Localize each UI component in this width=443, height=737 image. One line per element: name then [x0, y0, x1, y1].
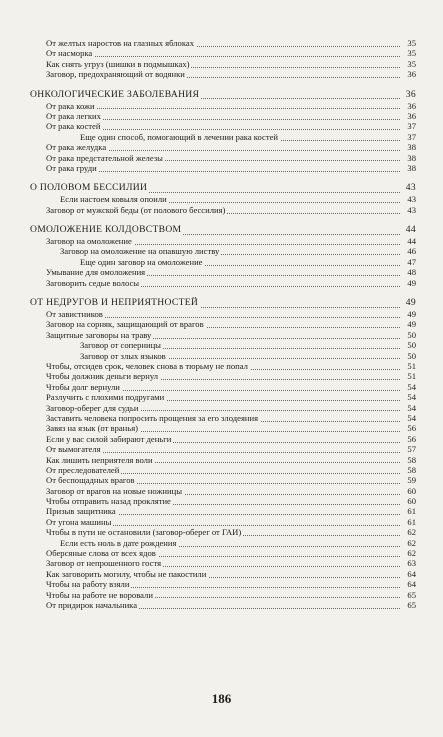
- toc-entry-page: 38: [400, 163, 416, 173]
- toc-entry: [30, 538, 416, 548]
- toc-entry-title: От завистников: [46, 309, 103, 320]
- toc-entry-title: ОМОЛОЖЕНИЕ КОЛДОВСТВОМ: [30, 224, 182, 236]
- toc-entry-page: 51: [400, 361, 416, 371]
- toc-entry-page: 65: [400, 590, 416, 600]
- toc-entry: [30, 330, 416, 340]
- toc-entry-page: 36: [400, 101, 416, 111]
- toc-entry-title: От угона машины: [46, 516, 112, 527]
- toc-entry: [30, 236, 416, 246]
- toc-entry-page: 38: [400, 153, 416, 163]
- toc-entry-title: Чтобы должник деньги вернул: [46, 371, 159, 382]
- toc-entry-page: 49: [400, 319, 416, 329]
- toc-entry-title: Заговор от злых языков: [80, 350, 166, 361]
- toc-entry: [30, 361, 416, 371]
- toc-entry-page: 58: [400, 455, 416, 465]
- toc-entry: [30, 465, 416, 475]
- toc-entry-title: Как лишить неприятеля воли: [46, 454, 153, 465]
- toc-entry-page: 54: [400, 413, 416, 423]
- toc-entry-page: 49: [400, 278, 416, 288]
- toc-entry-title: Завяз на язык (от вранья): [46, 423, 139, 434]
- toc-entry-title: От преследователей: [46, 464, 120, 475]
- toc-entry-title: О ПОЛОВОМ БЕССИЛИИ: [30, 182, 148, 194]
- toc-entry-title: Если у вас силой забирают деньги: [46, 433, 172, 444]
- toc-entry-title: Заговор от непрошенного гостя: [46, 558, 162, 569]
- toc-entry-page: 62: [400, 527, 416, 537]
- toc-entry: [30, 194, 416, 204]
- toc-section-heading: [30, 89, 416, 101]
- toc-entry-title: От вымогателя: [46, 444, 101, 455]
- toc-entry-page: 62: [400, 548, 416, 558]
- toc-entry-title: Заговор на омоложение на опавшую листву: [60, 246, 220, 257]
- toc-entry: [30, 48, 416, 58]
- toc-entry: [30, 527, 416, 537]
- toc-entry-page: 56: [400, 434, 416, 444]
- toc-entry-title: Заговор на омоложение: [46, 236, 132, 247]
- toc-entry-page: 54: [400, 382, 416, 392]
- table-of-contents: [30, 38, 416, 610]
- toc-entry-title: От беспощадных врагов: [46, 475, 135, 486]
- toc-entry: [30, 579, 416, 589]
- toc-entry-page: 36: [400, 111, 416, 121]
- dot-leader: [46, 56, 416, 57]
- toc-entry-page: 62: [400, 538, 416, 548]
- toc-entry-title: ОТ НЕДРУГОВ И НЕПРИЯТНОСТЕЙ: [30, 297, 199, 309]
- toc-entry-page: 35: [400, 48, 416, 58]
- dot-leader: [46, 108, 416, 109]
- toc-entry-title: ОНКОЛОГИЧЕСКИЕ ЗАБОЛЕВАНИЯ: [30, 88, 200, 100]
- toc-entry-page: 49: [400, 297, 416, 309]
- toc-entry-title: Как заговорить могилу, чтобы не пакостили: [46, 568, 207, 579]
- toc-entry-title: Чтобы в пути не остановили (заговор-оберег от ГАИ): [46, 527, 242, 538]
- toc-entry-title: Разлучить с плохими подругами: [46, 392, 165, 403]
- toc-entry-page: 35: [400, 38, 416, 48]
- toc-entry-page: 43: [400, 194, 416, 204]
- toc-entry-title: Заговор от мужской беды (от полового бессилия): [46, 204, 226, 215]
- toc-entry: [30, 371, 416, 381]
- toc-entry: [30, 382, 416, 392]
- toc-entry: [30, 101, 416, 111]
- toc-entry-title: От рака кожи: [46, 100, 95, 111]
- toc-entry-page: 43: [400, 182, 416, 194]
- toc-entry: [30, 340, 416, 350]
- toc-entry: [30, 506, 416, 516]
- toc-entry-title: Заставить человека попросить прощения за его злодеяния: [46, 412, 259, 423]
- toc-entry-page: 61: [400, 517, 416, 527]
- toc-entry-page: 60: [400, 496, 416, 506]
- toc-entry: [30, 309, 416, 319]
- toc-entry-page: 54: [400, 392, 416, 402]
- toc-entry-title: Еще один заговор на омоложение: [80, 256, 203, 267]
- toc-entry-page: 43: [400, 205, 416, 215]
- toc-entry-title: Как снять угруз (шишки в подмышках): [46, 58, 190, 69]
- toc-entry-title: Заговор-оберег для судьи: [46, 402, 139, 413]
- toc-entry: [30, 600, 416, 610]
- toc-entry-title: Чтобы на работу взяли: [46, 579, 130, 590]
- toc-entry: [30, 558, 416, 568]
- toc-entry-title: От рака предстательной железы: [46, 152, 163, 163]
- toc-entry: [30, 455, 416, 465]
- toc-entry: [30, 319, 416, 329]
- toc-entry: [30, 486, 416, 496]
- dot-leader: [46, 171, 416, 172]
- toc-entry-page: 47: [400, 257, 416, 267]
- toc-entry-page: 46: [400, 246, 416, 256]
- toc-entry-page: 50: [400, 351, 416, 361]
- toc-entry-page: 65: [400, 600, 416, 610]
- toc-entry: [30, 59, 416, 69]
- toc-entry-page: 64: [400, 579, 416, 589]
- toc-section-heading: [30, 224, 416, 236]
- toc-entry-title: От рака костей: [46, 121, 101, 132]
- toc-entry: [30, 475, 416, 485]
- toc-entry: [30, 569, 416, 579]
- toc-entry: [30, 444, 416, 454]
- toc-entry-page: 37: [400, 132, 416, 142]
- toc-entry: [30, 121, 416, 131]
- toc-entry: [30, 142, 416, 152]
- toc-entry-page: 44: [400, 224, 416, 236]
- toc-entry-page: 57: [400, 444, 416, 454]
- toc-entry: [30, 246, 416, 256]
- toc-entry: [30, 548, 416, 558]
- toc-entry-title: Заговор от соперницы: [80, 340, 161, 351]
- toc-entry-page: 48: [400, 267, 416, 277]
- toc-entry: [30, 590, 416, 600]
- toc-entry-page: 49: [400, 309, 416, 319]
- toc-entry-title: От рака легких: [46, 110, 101, 121]
- toc-entry: [30, 38, 416, 48]
- toc-entry: [30, 257, 416, 267]
- toc-entry-title: От желтых наростов на глазных яблоках: [46, 38, 195, 48]
- toc-entry-title: Защитные заговоры на траву: [46, 329, 152, 340]
- toc-entry: [30, 403, 416, 413]
- toc-entry: [30, 132, 416, 142]
- toc-entry-title: Чтобы, отсидев срок, человек снова в тюрьму не попал: [46, 360, 248, 371]
- toc-entry-title: Заговор на сорняк, защищающий от врагов: [46, 319, 204, 330]
- toc-entry-title: Еще один способ, помогающий в лечении рака костей: [80, 131, 279, 142]
- toc-entry-page: 50: [400, 340, 416, 350]
- toc-entry-page: 54: [400, 403, 416, 413]
- toc-entry-title: Чтобы на работе не воровали: [46, 589, 153, 600]
- toc-entry: [30, 392, 416, 402]
- toc-entry: [30, 423, 416, 433]
- toc-entry-page: 59: [400, 475, 416, 485]
- toc-entry-title: Если есть ноль в дате рождения: [60, 537, 177, 548]
- toc-entry-title: Призыв защитника: [46, 506, 116, 517]
- toc-entry-page: 35: [400, 59, 416, 69]
- toc-entry: [30, 267, 416, 277]
- toc-entry: [30, 413, 416, 423]
- toc-entry: [30, 69, 416, 79]
- toc-section-heading: [30, 297, 416, 309]
- toc-entry-title: Если настоем ковыля опоили: [60, 194, 167, 205]
- page-number: 186: [211, 691, 232, 706]
- toc-entry: [30, 163, 416, 173]
- toc-entry-title: От рака груди: [46, 162, 97, 173]
- toc-entry-page: 51: [400, 371, 416, 381]
- toc-entry: [30, 496, 416, 506]
- toc-entry-page: 36: [400, 89, 416, 101]
- toc-entry-page: 60: [400, 486, 416, 496]
- toc-entry: [30, 517, 416, 527]
- toc-entry-page: 56: [400, 423, 416, 433]
- toc-entry: [30, 111, 416, 121]
- toc-section-heading: [30, 182, 416, 194]
- toc-entry-title: Чтобы отправить назад проклятие: [46, 496, 171, 507]
- toc-entry: [30, 434, 416, 444]
- toc-entry-page: 61: [400, 506, 416, 516]
- toc-entry-page: 44: [400, 236, 416, 246]
- toc-entry-title: Оберсяные слова от всех ядов: [46, 548, 156, 559]
- toc-entry-title: Заговор от врагов на новые ножницы: [46, 485, 182, 496]
- toc-entry-title: От придирок начальника: [46, 599, 138, 610]
- toc-entry-title: От рака желудка: [46, 142, 107, 153]
- toc-entry-page: 36: [400, 69, 416, 79]
- toc-entry: [30, 278, 416, 288]
- toc-entry-page: 64: [400, 569, 416, 579]
- toc-entry: [30, 153, 416, 163]
- toc-entry-page: 38: [400, 142, 416, 152]
- toc-entry-page: 63: [400, 558, 416, 568]
- toc-entry: [30, 351, 416, 361]
- toc-entry: [30, 205, 416, 215]
- toc-entry-title: Заговор, предохраняющий от водянки: [46, 69, 185, 80]
- toc-entry-title: Умывание для омоложения: [46, 267, 146, 278]
- toc-entry-title: Заговорить седые волосы: [46, 277, 140, 288]
- toc-entry-title: Чтобы долг вернули: [46, 381, 120, 392]
- toc-entry-page: 50: [400, 330, 416, 340]
- toc-entry-page: 37: [400, 121, 416, 131]
- toc-entry-page: 58: [400, 465, 416, 475]
- toc-entry-title: От насморка: [46, 48, 93, 59]
